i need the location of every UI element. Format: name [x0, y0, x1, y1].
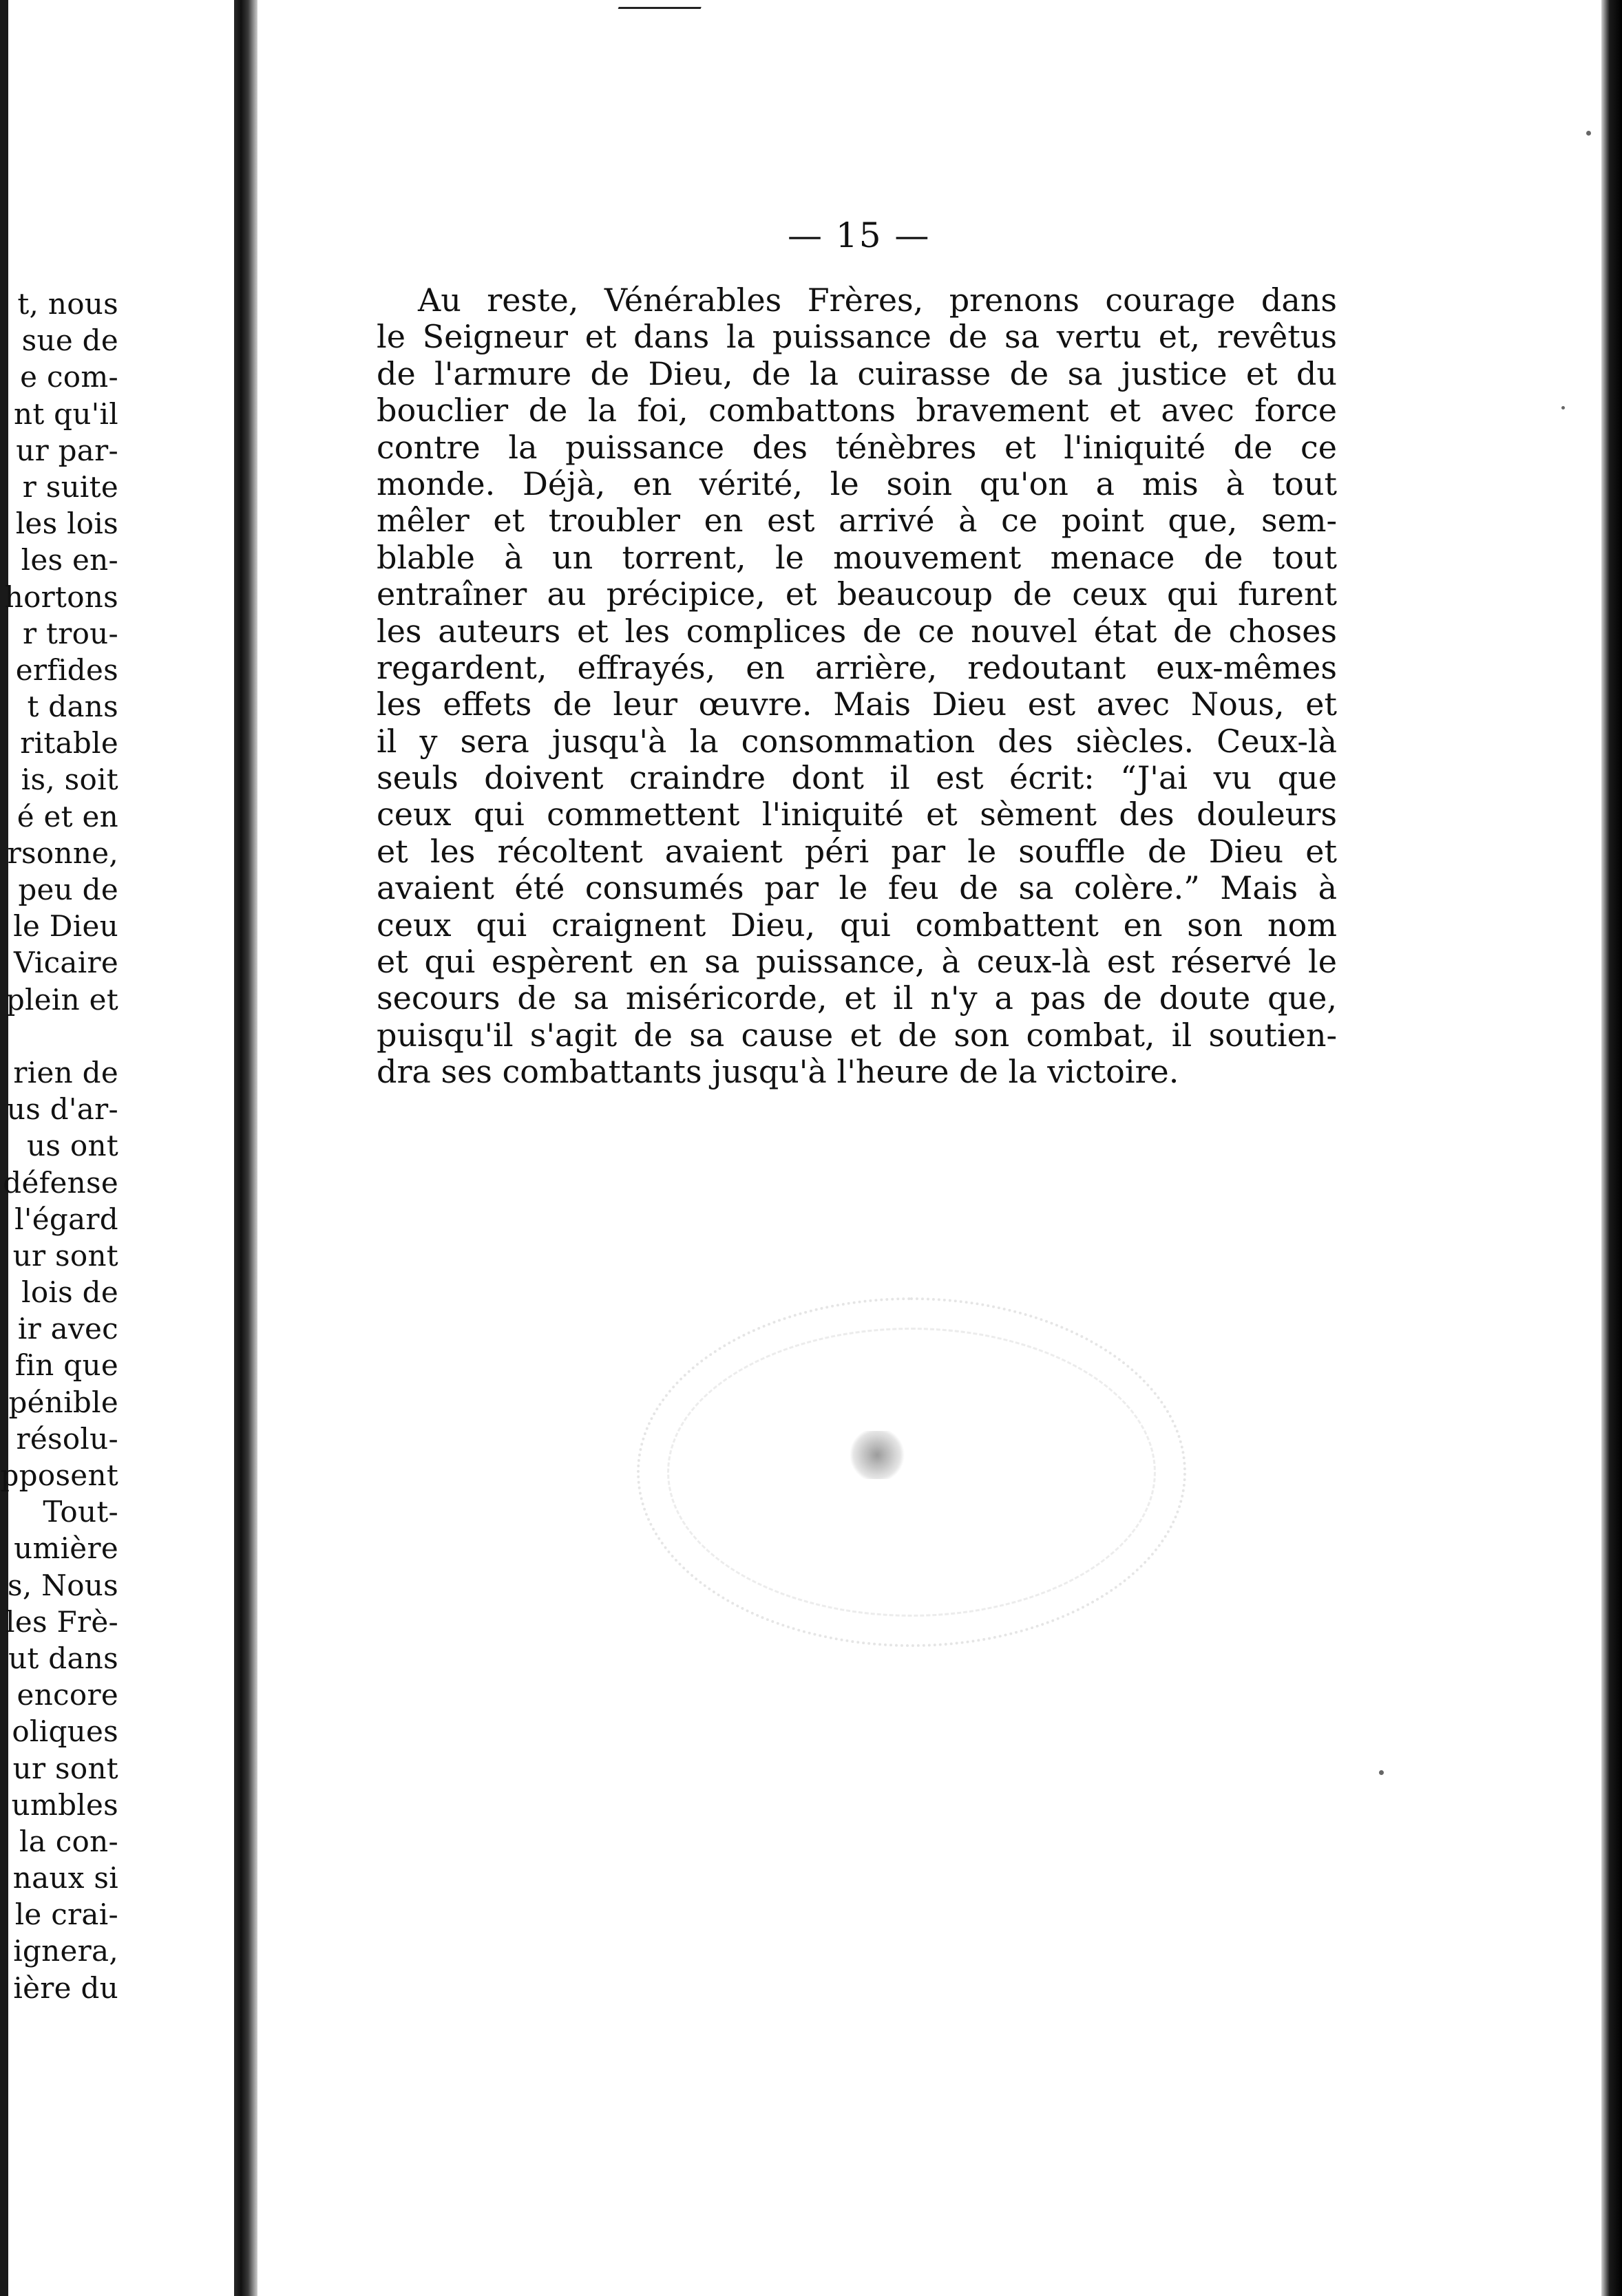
- left-page-line: t, nous: [17, 287, 118, 321]
- left-page-line: oliques: [12, 1714, 118, 1749]
- left-page-line: umbles: [11, 1787, 118, 1822]
- text-line: regardent, effrayés, en arrière, redoutant eux-mêmes: [377, 648, 1337, 686]
- left-page-line: is, soit: [21, 763, 118, 797]
- text-line: contre la puissance des ténèbres et l'iniquité de ce: [377, 428, 1337, 466]
- text-line: bouclier de la foi, combattons bravement et avec force: [377, 392, 1337, 429]
- left-page-line: rien de: [13, 1055, 118, 1089]
- text-line: entraîner au précipice, et beaucoup de ceux qui furent: [377, 575, 1337, 613]
- left-page-line: ir avec: [17, 1312, 118, 1346]
- text-line: Au reste, Vénérables Frères, prenons courage dans: [418, 281, 1337, 319]
- left-page-line: les en-: [21, 543, 118, 577]
- page-number: — 15 —: [788, 215, 931, 255]
- left-page-line: plein et: [6, 982, 118, 1017]
- text-line: seuls doivent craindre dont il est écrit: “J'ai vu que: [377, 759, 1337, 797]
- left-page-line: les Frè-: [6, 1604, 118, 1639]
- book-gutter: [234, 0, 257, 2296]
- library-stamp: [637, 1297, 1186, 1647]
- text-line: ceux qui commettent l'iniquité et sèment des douleurs: [377, 796, 1337, 833]
- left-page-line: us ont: [27, 1129, 118, 1163]
- left-page-line: sue de: [21, 323, 118, 358]
- text-line: il y sera jusqu'à la consommation des siècles. Ceux-là: [377, 722, 1337, 760]
- left-page-line: naux si: [12, 1861, 118, 1895]
- text-line: avaient été consumés par le feu de sa colère.” Mais à: [377, 869, 1337, 907]
- text-line: les auteurs et les complices de ce nouvel état de choses: [377, 612, 1337, 650]
- left-page-line: l'égard: [14, 1202, 118, 1236]
- left-page-line: pposent: [0, 1458, 118, 1492]
- text-line: puisqu'il s'agit de sa cause et de son combat, il soutien-: [377, 1016, 1337, 1054]
- text-line: les effets de leur œuvre. Mais Dieu est avec Nous, et: [377, 685, 1337, 723]
- left-page-line: pénible: [8, 1385, 118, 1419]
- left-page-line: rsonne,: [7, 836, 118, 870]
- left-page-line: le Dieu: [13, 909, 118, 944]
- left-page-line: la con-: [19, 1824, 118, 1858]
- left-page-line: r trou-: [22, 616, 118, 650]
- right-edge-shadow: [1601, 0, 1622, 2296]
- left-page-line: encore: [17, 1678, 118, 1712]
- left-page-line: défense: [3, 1165, 118, 1200]
- text-line: et qui espèrent en sa puissance, à ceux-là est réservé le: [377, 943, 1337, 981]
- left-page-line: ur sont: [12, 1238, 118, 1273]
- text-line: et les récoltent avaient péri par le souffle de Dieu et: [377, 832, 1337, 870]
- left-page-line: fin que: [14, 1348, 118, 1383]
- left-page-line: Vicaire: [13, 946, 118, 980]
- left-page-fragment: [0, 286, 118, 2006]
- left-page-line: résolu-: [16, 1421, 118, 1456]
- left-page-line: ritable: [20, 726, 118, 761]
- left-page-line: umière: [14, 1531, 118, 1566]
- left-page-line: le crai-: [14, 1898, 118, 1932]
- left-page-line: peu de: [18, 873, 118, 906]
- text-line: secours de sa miséricorde, et il n'y a pas de doute que,: [377, 979, 1337, 1017]
- text-line: blable à un torrent, le mouvement menace de tout: [377, 538, 1337, 576]
- left-page-line: ignera,: [13, 1934, 118, 1968]
- dust-speck: [1561, 406, 1565, 410]
- text-line: de l'armure de Dieu, de la cuirasse de sa justice et du: [377, 354, 1337, 392]
- left-page-line: les lois: [15, 507, 118, 541]
- text-line: le Seigneur et dans la puissance de sa vertu et, revêtus: [377, 318, 1337, 356]
- left-page-line: ut dans: [8, 1641, 118, 1675]
- text-line: dra ses combattants jusqu'à l'heure de la victoire.: [377, 1053, 1179, 1091]
- stamp-ink-mark: [846, 1431, 908, 1479]
- left-page-line: é et en: [17, 799, 118, 833]
- left-page-line: ière du: [13, 1970, 118, 2005]
- text-line: monde. Déjà, en vérité, le soin qu'on a mis à tout: [377, 465, 1337, 502]
- left-page-line: ur par-: [16, 433, 118, 467]
- left-page-line: nt qu'il: [13, 396, 118, 431]
- left-page-line: r suite: [22, 469, 118, 504]
- left-page-line: hortons: [4, 580, 118, 614]
- left-page-line: Tout-: [43, 1495, 118, 1529]
- text-line: mêler et troubler en est arrivé à ce point que, sem-: [377, 502, 1337, 540]
- left-page-line: ur sont: [12, 1751, 118, 1785]
- dust-speck: [1379, 1770, 1384, 1775]
- main-text-body: [377, 282, 1337, 1091]
- top-scan-mark: [618, 0, 704, 9]
- left-page-line: lois de: [21, 1275, 118, 1310]
- left-page-line: [0, 1018, 118, 1054]
- left-page-line: s, Nous: [8, 1568, 118, 1602]
- left-page-line: e com-: [20, 360, 118, 394]
- left-page-line: t dans: [27, 690, 118, 724]
- left-page-line: erfides: [15, 652, 118, 687]
- text-line: ceux qui craignent Dieu, qui combattent en son nom: [377, 906, 1337, 944]
- dust-speck: [1586, 131, 1591, 136]
- left-page-line: us d'ar-: [6, 1092, 118, 1127]
